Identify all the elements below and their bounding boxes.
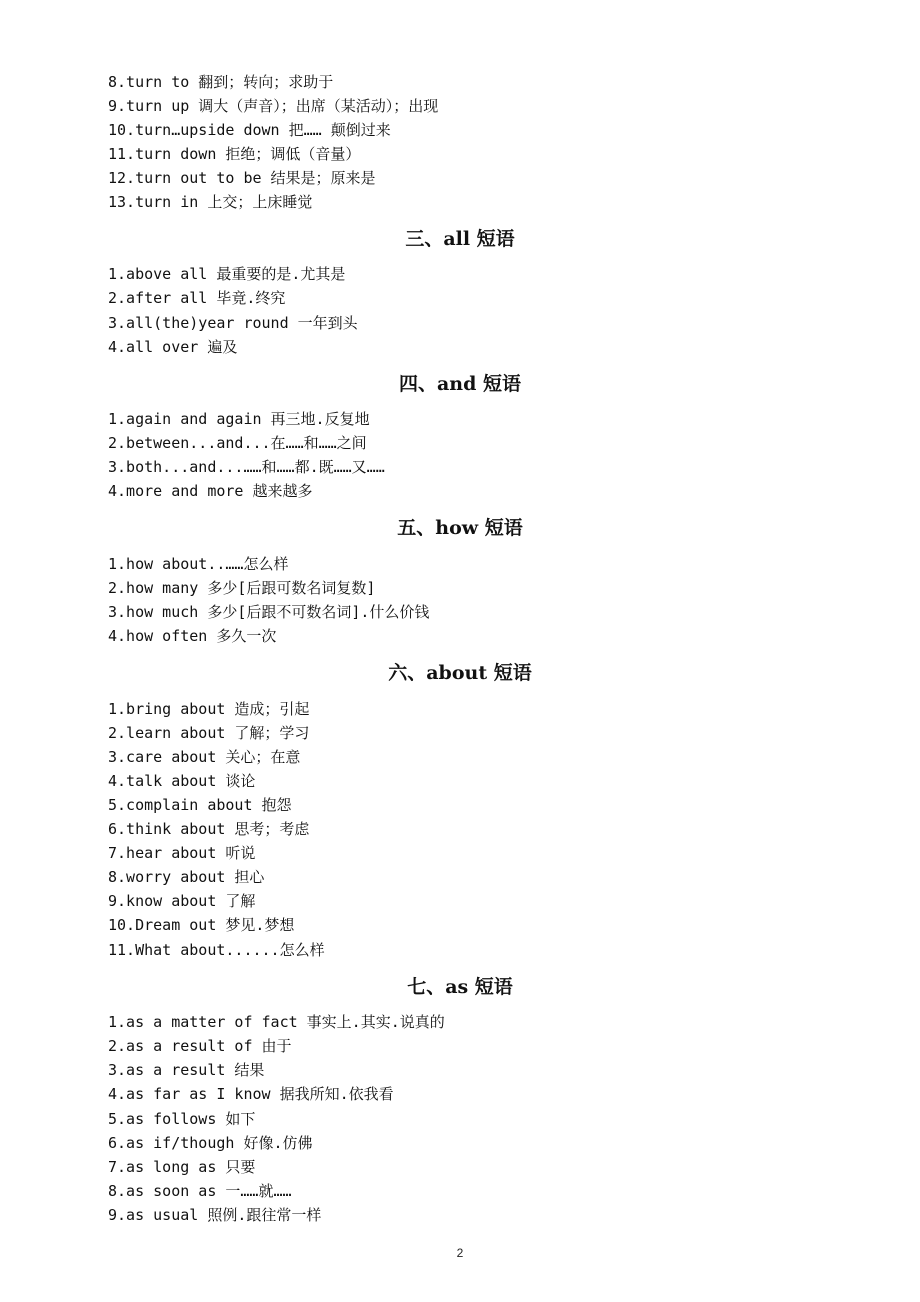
- list-item: 2.as a result of 由于: [108, 1037, 292, 1055]
- section-heading-about: 六、about 短语: [388, 662, 532, 684]
- section-heading-all: 三、all 短语: [405, 228, 515, 250]
- list-item: 1.how about..……怎么样: [108, 555, 289, 573]
- list-item: 10.Dream out 梦见.梦想: [108, 916, 295, 934]
- list-item: 9.turn up 调大（声音）；出席（某活动）；出现: [108, 97, 439, 115]
- section-heading-how: 五、how 短语: [397, 517, 523, 539]
- list-item: 3.both...and...……和……都.既……又……: [108, 458, 385, 476]
- list-item: 9.know about 了解: [108, 892, 256, 910]
- list-item: 5.as follows 如下: [108, 1110, 256, 1128]
- list-item: 2.between...and...在……和……之间: [108, 434, 367, 452]
- list-item: 7.hear about 听说: [108, 844, 256, 862]
- list-item: 13.turn in 上交；上床睡觉: [108, 193, 313, 211]
- list-item: 12.turn out to be 结果是；原来是: [108, 169, 376, 187]
- list-item: 10.turn…upside down 把…… 颠倒过来: [108, 121, 391, 139]
- list-item: 9.as usual 照例.跟往常一样: [108, 1206, 322, 1224]
- list-item: 4.as far as I know 据我所知.依我看: [108, 1085, 394, 1103]
- list-item: 4.all over 遍及: [108, 338, 238, 356]
- list-item: 8.as soon as 一……就……: [108, 1182, 292, 1200]
- list-item: 4.how often 多久一次: [108, 627, 277, 645]
- section-heading-and: 四、and 短语: [398, 373, 522, 395]
- list-item: 5.complain about 抱怨: [108, 796, 292, 814]
- list-item: 8.turn to 翻到；转向；求助于: [108, 73, 334, 91]
- list-item: 4.more and more 越来越多: [108, 482, 313, 500]
- list-item: 1.again and again 再三地.反复地: [108, 410, 370, 428]
- list-item: 2.after all 毕竟.终究: [108, 289, 286, 307]
- list-item: 3.how much 多少[后跟不可数名词].什么价钱: [108, 603, 430, 621]
- list-item: 11.turn down 拒绝；调低（音量）: [108, 145, 361, 163]
- list-item: 1.above all 最重要的是.尤其是: [108, 265, 346, 283]
- list-item: 3.care about 关心；在意: [108, 748, 301, 766]
- list-item: 3.all(the)year round 一年到头: [108, 314, 358, 332]
- section-heading-as: 七、as 短语: [407, 976, 513, 998]
- list-item: 1.as a matter of fact 事实上.其实.说真的: [108, 1013, 445, 1031]
- list-item: 6.as if/though 好像.仿佛: [108, 1134, 313, 1152]
- page-number: 2: [456, 1246, 464, 1260]
- list-item: 8.worry about 担心: [108, 868, 265, 886]
- list-item: 1.bring about 造成；引起: [108, 700, 310, 718]
- list-item: 2.learn about 了解；学习: [108, 724, 310, 742]
- list-item: 11.What about......怎么样: [108, 941, 325, 959]
- list-item: 6.think about 思考；考虑: [108, 820, 310, 838]
- list-item: 3.as a result 结果: [108, 1061, 265, 1079]
- list-item: 7.as long as 只要: [108, 1158, 256, 1176]
- list-item: 4.talk about 谈论: [108, 772, 256, 790]
- list-item: 2.how many 多少[后跟可数名词复数]: [108, 579, 376, 597]
